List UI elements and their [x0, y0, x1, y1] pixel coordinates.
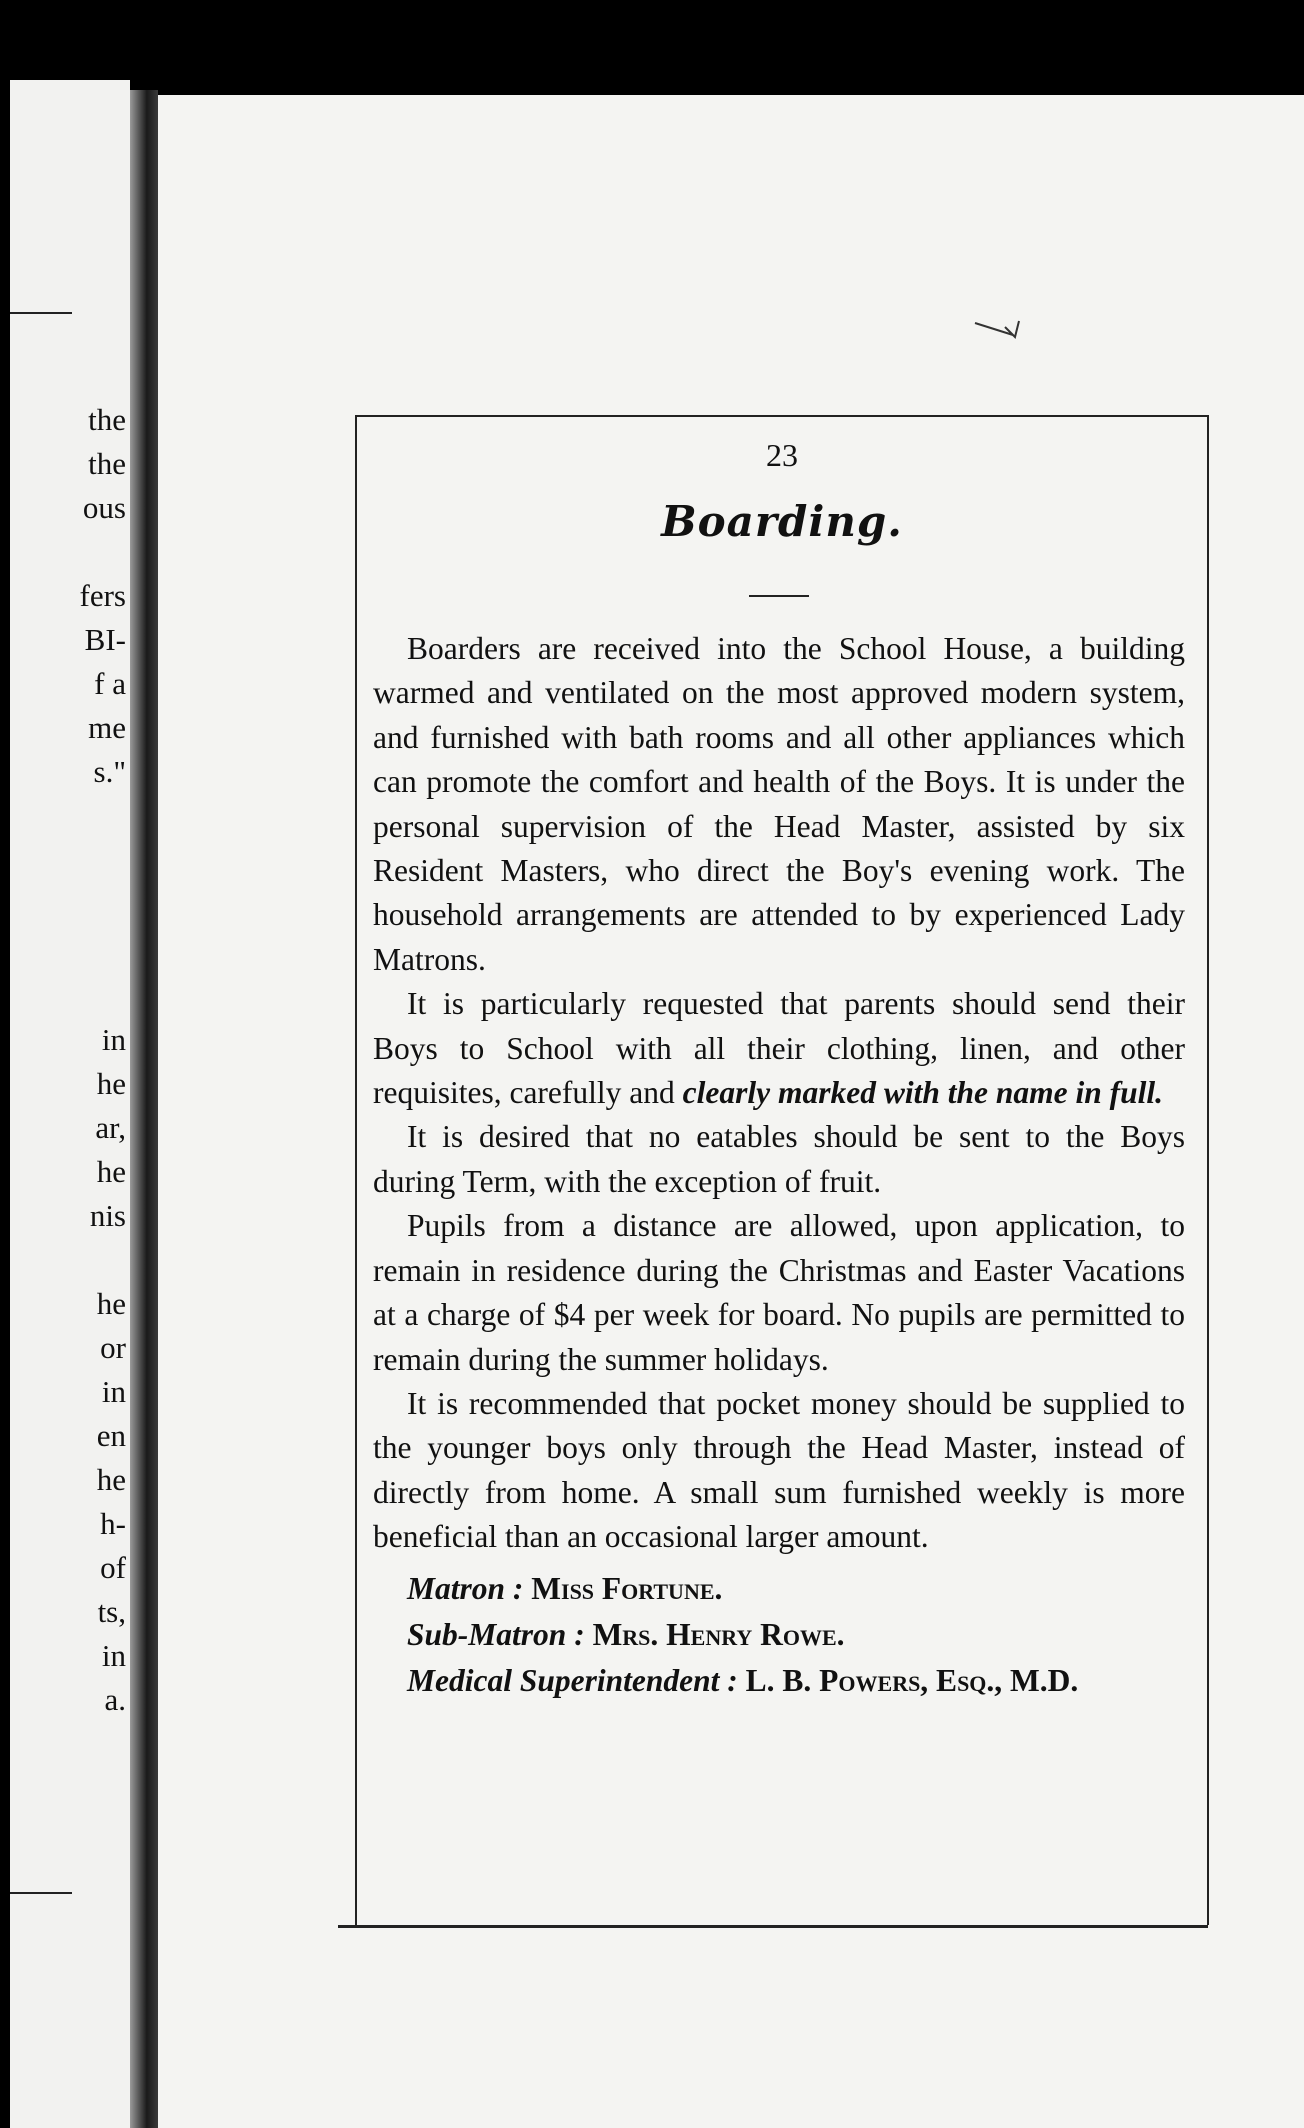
fragment: [80, 530, 126, 574]
book-gutter: [130, 90, 158, 2128]
fragment: h-: [100, 1506, 126, 1541]
fragment: in: [101, 1638, 126, 1673]
fragment: [90, 1238, 126, 1282]
paragraph: Pupils from a distance are allowed, upon application, to remain in residence during the Christmas and Easter Vacations at a charge of $4 per week for board. No pupils are permitted to remain during the summer holidays.: [373, 1208, 1185, 1377]
fragment: nis: [89, 1198, 126, 1233]
fragment: f a: [94, 666, 126, 701]
staff-entry: [407, 1612, 1185, 1658]
left-page-fragments-top: [80, 398, 126, 794]
paragraph: [373, 982, 1185, 1115]
main-page: [158, 95, 1304, 2128]
scan-border: [0, 0, 10, 2128]
fragment: or: [100, 1330, 126, 1365]
paragraph-text: It is particularly requested that parents should send their Boys to School with all their clothing, linen, and other requisites, carefully and: [373, 986, 1185, 1111]
body-text: [373, 627, 1185, 1704]
staff-name: Miss Fortune.: [531, 1570, 723, 1606]
paragraph: Boarders are received into the School House, a building warmed and ventilated on the most approved modern system, and furnished with bath rooms and all other appliances which can promote the comfort and health of the Boys. It is under the personal supervision of the Head Master, assisted by six Resident Masters, who direct the Boy's evening work. The household arrangements are attended to by experienced Lady Matrons.: [373, 631, 1185, 977]
staff-role: Sub-Matron :: [407, 1616, 585, 1652]
fragment: he: [96, 1066, 126, 1101]
left-page-rule-bottom: [10, 1892, 72, 1894]
left-page-fragments-bottom: [90, 1018, 126, 1722]
fragment: BI-: [84, 622, 126, 657]
fragment: fers: [79, 578, 126, 613]
staff-role: Matron :: [407, 1570, 524, 1606]
fragment: of: [100, 1550, 126, 1585]
staff-role: Medical Superintendent :: [407, 1662, 738, 1698]
fragment: he: [96, 1462, 126, 1497]
page-title: Boarding.: [661, 497, 903, 546]
staff-name: L. B. Powers, Esq., M.D.: [745, 1662, 1079, 1698]
fragment: ous: [82, 490, 126, 525]
page-number: 23: [766, 437, 798, 473]
fragment: me: [88, 710, 126, 745]
fragment: the: [88, 402, 126, 437]
fragment: s.": [93, 754, 126, 789]
text-frame: [355, 415, 1209, 1925]
fragment: a.: [104, 1682, 126, 1717]
fragment: in: [101, 1022, 126, 1057]
adjacent-page-left: [10, 80, 130, 2128]
pencil-mark-icon: [973, 317, 1033, 347]
staff-list: [373, 1566, 1185, 1704]
heading-divider: [749, 595, 809, 597]
fragment: he: [96, 1286, 126, 1321]
fragment: ar,: [95, 1110, 126, 1145]
emphasized-text: clearly marked with the name in full.: [682, 1075, 1164, 1111]
fragment: in: [101, 1374, 126, 1409]
frame-bottom-rule: [338, 1925, 1208, 1928]
left-page-rule-top: [10, 312, 72, 314]
staff-name: Mrs. Henry Rowe.: [592, 1616, 845, 1652]
staff-entry: [407, 1566, 1185, 1612]
paragraph: It is recommended that pocket money should be supplied to the younger boys only through the Head Master, instead of directly from home. A small sum furnished weekly is more beneficial than an occasional larger amount.: [373, 1385, 1185, 1555]
fragment: ts,: [97, 1594, 126, 1629]
fragment: the: [88, 446, 126, 481]
staff-entry: [407, 1658, 1185, 1704]
fragment: he: [96, 1154, 126, 1189]
fragment: en: [96, 1418, 126, 1453]
paragraph: It is desired that no eatables should be sent to the Boys during Term, with the exception of fruit.: [373, 1119, 1185, 1199]
